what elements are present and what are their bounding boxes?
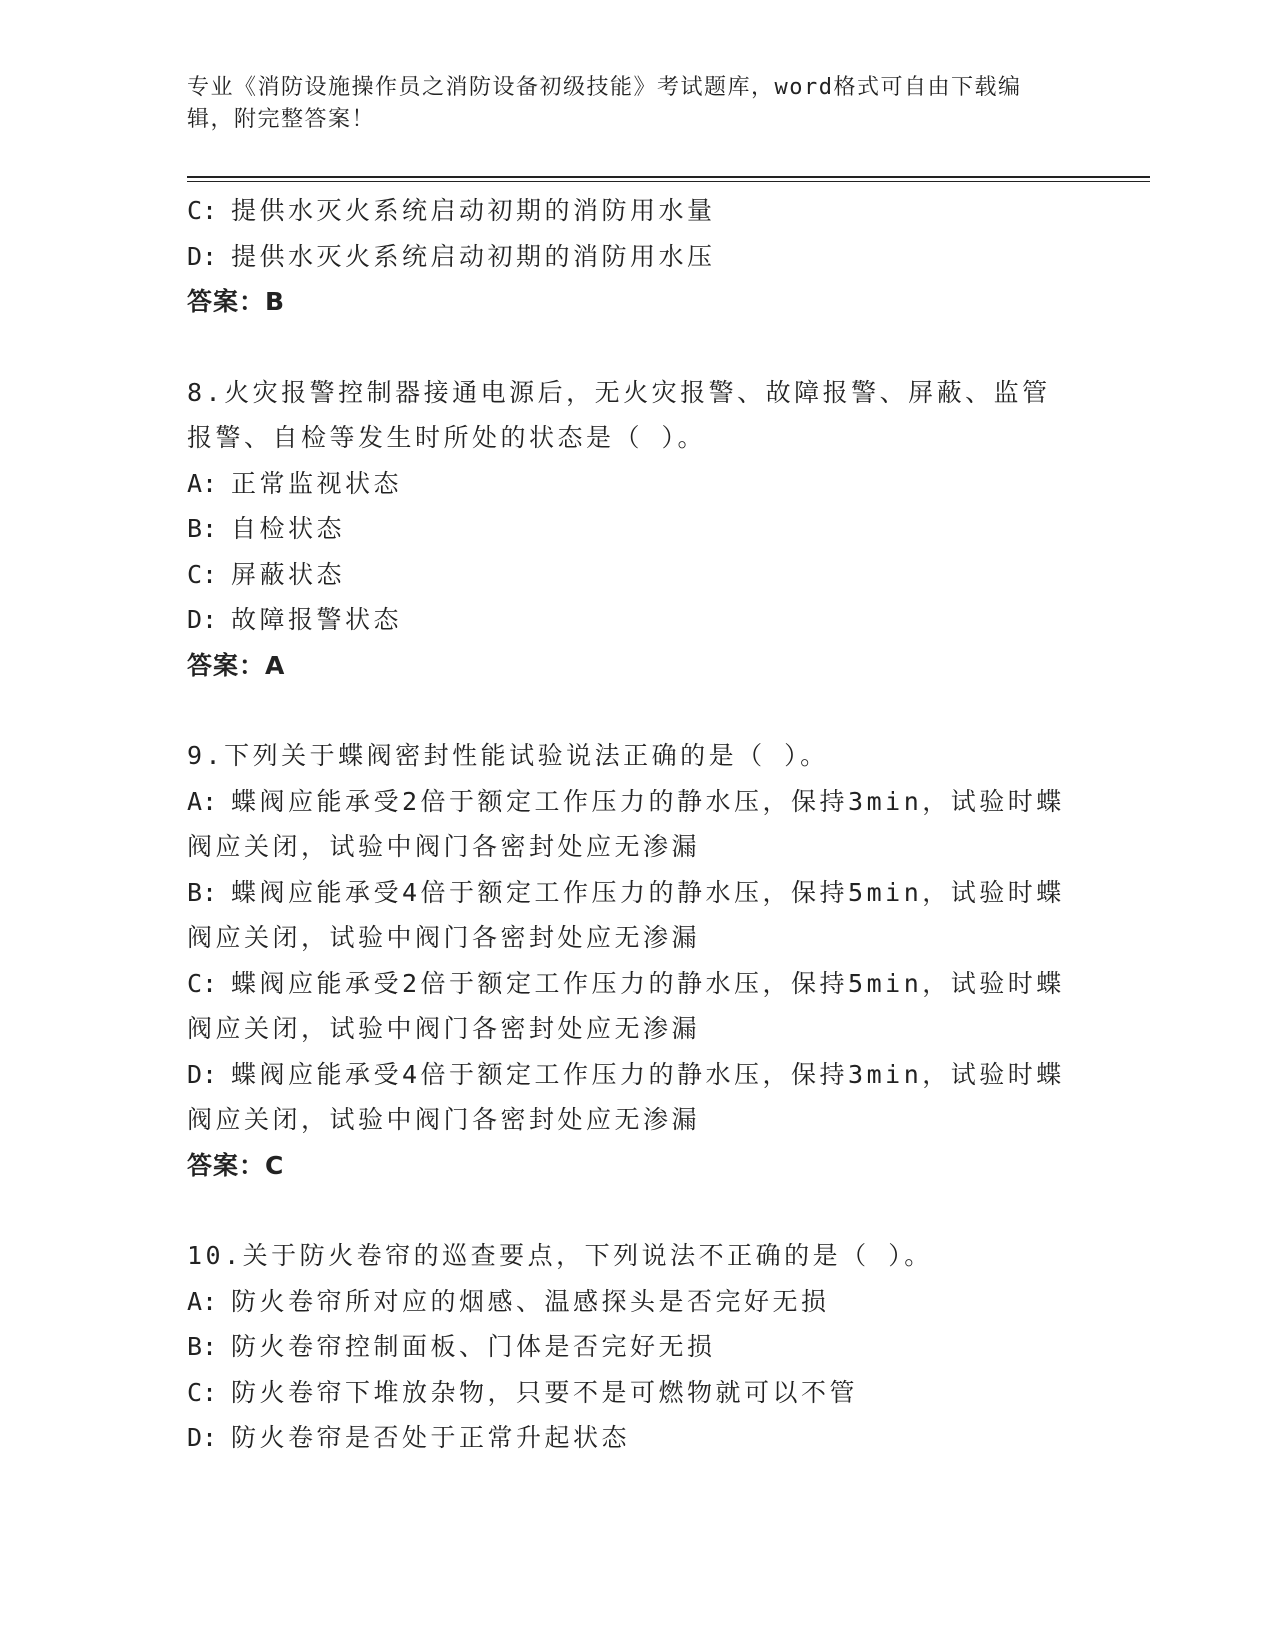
option-b: B: 防火卷帘控制面板、门体是否完好无损 — [187, 1332, 716, 1361]
option-a: A: 正常监视状态 — [187, 468, 403, 498]
question-stem-continued: 报警、自检等发生时所处的状态是（ ）。 — [187, 423, 707, 452]
option-d: D: 防火卷帘是否处于正常升起状态 — [187, 1423, 631, 1452]
option-c: C: 防火卷帘下堆放杂物，只要不是可燃物就可以不管 — [187, 1377, 859, 1407]
option-b: B: 自检状态 — [187, 514, 346, 543]
option-d: D: 提供水灭火系统启动初期的消防用水压 — [187, 241, 716, 271]
option-c: C: 蝶阀应能承受2倍于额定工作压力的静水压，保持5min，试验时蝶 — [187, 968, 1065, 998]
option-a: A: 防火卷帘所对应的烟感、温感探头是否完好无损 — [187, 1286, 830, 1316]
option-c-continued: 阀应关闭，试验中阀门各密封处应无渗漏 — [187, 1014, 701, 1043]
option-d: D: 故障报警状态 — [187, 605, 403, 634]
question-stem: 8.火灾报警控制器接通电源后，无火灾报警、故障报警、屏蔽、监管 — [187, 377, 1051, 407]
answer: 答案：B — [187, 287, 286, 316]
option-a: A: 蝶阀应能承受2倍于额定工作压力的静水压，保持3min，试验时蝶 — [187, 786, 1065, 816]
option-c: C: 提供水灭火系统启动初期的消防用水量 — [187, 196, 716, 225]
option-d-continued: 阀应关闭，试验中阀门各密封处应无渗漏 — [187, 1105, 701, 1134]
answer: 答案：A — [187, 650, 286, 680]
question-9 — [187, 733, 1107, 1188]
option-b: B: 蝶阀应能承受4倍于额定工作压力的静水压，保持5min，试验时蝶 — [187, 877, 1065, 907]
option-a-continued: 阀应关闭，试验中阀门各密封处应无渗漏 — [187, 832, 701, 861]
question-stem: 10.关于防火卷帘的巡查要点，下列说法不正确的是（ ）。 — [187, 1241, 933, 1270]
question-stem: 9.下列关于蝶阀密封性能试验说法正确的是（ ）。 — [187, 741, 829, 770]
option-d: D: 蝶阀应能承受4倍于额定工作压力的静水压，保持3min，试验时蝶 — [187, 1059, 1065, 1089]
question-8 — [187, 370, 1107, 689]
answer: 答案：C — [187, 1150, 285, 1180]
header-divider-thick — [187, 176, 1150, 178]
page-header: 专业《消防设施操作员之消防设备初级技能》考试题库，word格式可自由下载编辑，附完整答案！ — [187, 75, 1022, 132]
option-b-continued: 阀应关闭，试验中阀门各密封处应无渗漏 — [187, 923, 701, 952]
question-10 — [187, 1233, 1107, 1461]
option-c: C: 屏蔽状态 — [187, 559, 346, 589]
question-7 — [187, 188, 1107, 325]
header-divider-thin — [187, 181, 1150, 182]
question-list — [187, 188, 1107, 1461]
